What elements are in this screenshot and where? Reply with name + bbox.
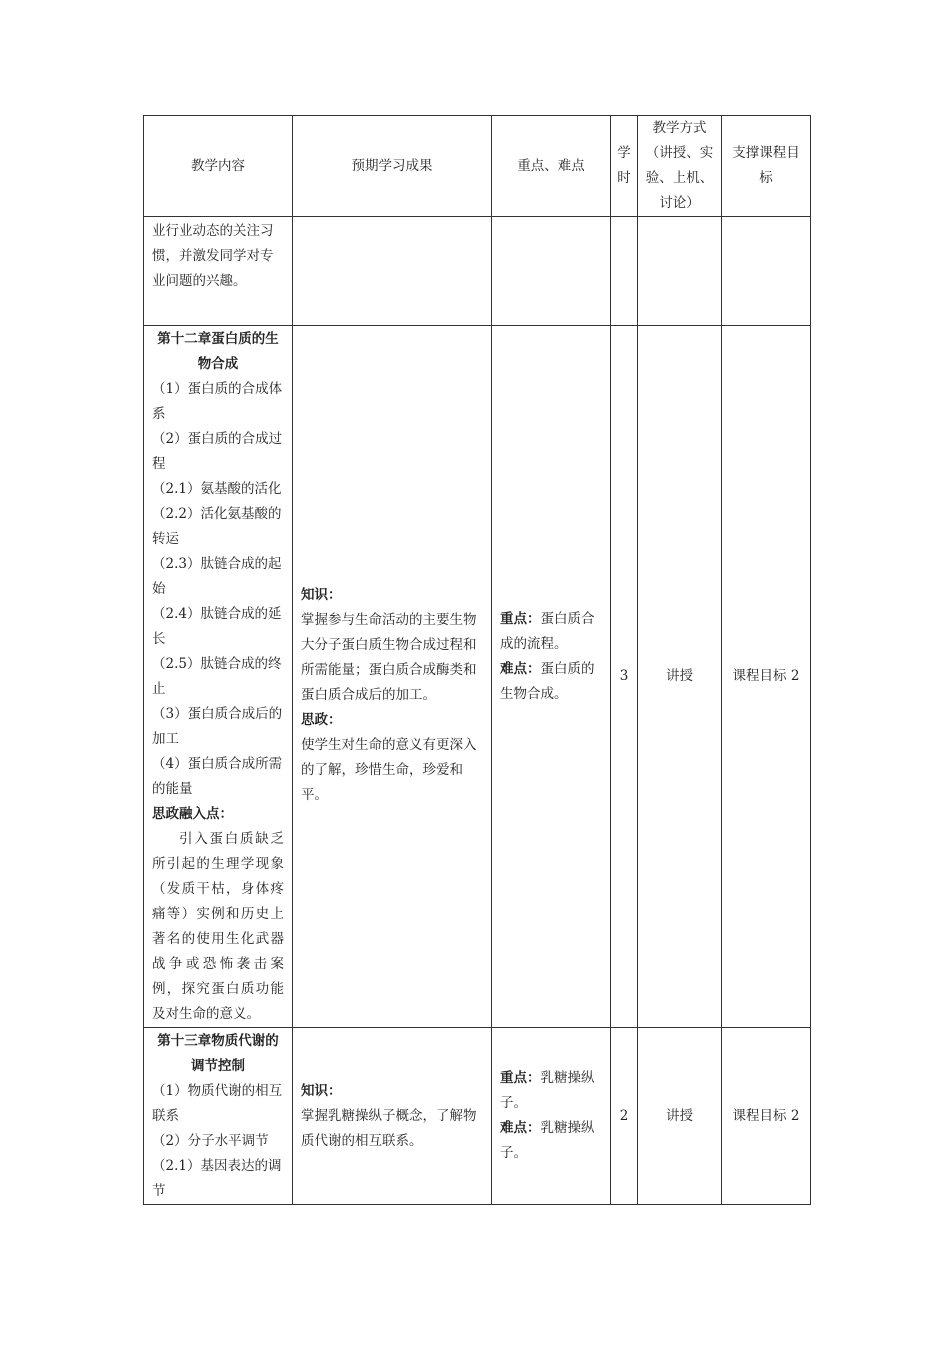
row2-content	[144, 1028, 293, 1205]
diff-label: 难点：	[500, 1120, 541, 1136]
row2-target: 课程目标 2	[722, 1028, 811, 1205]
header-method: 教学方式（讲授、实验、上机、讨论）	[638, 116, 722, 217]
list-item: （2.3）肽链合成的起始	[152, 556, 282, 597]
list-item: （1）物质代谢的相互联系	[152, 1083, 283, 1124]
syllabus-table	[143, 115, 811, 1205]
header-hours: 学时	[611, 116, 638, 217]
list-item: （2.1）氨基酸的活化	[152, 481, 282, 497]
header-row	[144, 116, 811, 217]
row1-method: 讲授	[638, 326, 722, 1028]
row2-hours: 2	[611, 1028, 638, 1205]
row2-method: 讲授	[638, 1028, 722, 1205]
sizheng2-label: 思政：	[301, 712, 342, 728]
table-row	[144, 217, 811, 326]
sizheng2-text: 使学生对生命的意义有更深入的了解，珍惜生命，珍爱和平。	[301, 737, 477, 803]
list-item: （3）蛋白质合成后的加工	[152, 706, 283, 747]
header-outcome: 预期学习成果	[293, 116, 492, 217]
knowledge-text: 掌握乳糖操纵子概念，了解物质代谢的相互联系。	[301, 1107, 477, 1149]
row1-key-points	[492, 326, 611, 1028]
list-item: （2.1）基因表达的调节	[152, 1158, 282, 1199]
list-item: （2.4）肽链合成的延长	[152, 606, 282, 647]
header-target: 支撑课程目标	[722, 116, 811, 217]
row2-key-points	[492, 1028, 611, 1205]
list-item: （2.5）肽链合成的终止	[152, 656, 282, 697]
key-text: 乳糖操纵子。	[500, 1070, 595, 1111]
list-item: （2）分子水平调节	[152, 1133, 269, 1149]
row0-content-text: 业行业动态的关注习惯，并激发同学对专业问题的兴趣。	[152, 223, 274, 289]
key-text: 蛋白质合成的流程。	[500, 610, 595, 652]
header-content: 教学内容	[144, 116, 293, 217]
row2-outcome	[293, 1028, 492, 1205]
diff-text: 蛋白质的生物合成。	[500, 660, 595, 702]
knowledge-text: 掌握参与生命活动的主要生物大分子蛋白质生物合成过程和所需能量；蛋白质合成酶类和蛋白质合成后的加工。	[301, 612, 477, 703]
row1-target: 课程目标 2	[722, 326, 811, 1028]
list-item: （2.2）活化氨基酸的转运	[152, 506, 282, 547]
chapter12-title: 第十二章蛋白质的生物合成	[157, 331, 279, 372]
row1-outcome	[293, 326, 492, 1028]
key-label: 重点：	[500, 610, 541, 627]
knowledge-label: 知识：	[301, 1082, 342, 1099]
row0-content	[144, 217, 293, 326]
list-item: （1）蛋白质的合成体系	[152, 381, 283, 422]
list-item: （4）蛋白质合成所需的能量	[152, 756, 283, 797]
list-item: （2）蛋白质的合成过程	[152, 431, 283, 472]
row1-hours: 3	[611, 326, 638, 1028]
knowledge-label: 知识：	[301, 587, 342, 603]
header-key-points: 重点、难点	[492, 116, 611, 217]
table-row	[144, 326, 811, 1028]
diff-text: 乳糖操纵子。	[500, 1120, 595, 1161]
chapter13-title: 第十三章物质代谢的调节控制	[157, 1033, 279, 1074]
key-label: 重点：	[500, 1070, 541, 1086]
row1-content	[144, 326, 293, 1028]
sizheng-text: 引入蛋白质缺乏所引起的生理学现象（发质干枯，身体疼痛等）实例和历史上著名的使用生化武器战争或恐怖袭击案例，探究蛋白质功能及对生命的意义。	[152, 831, 284, 1022]
sizheng-label: 思政融入点：	[152, 806, 233, 822]
table-row	[144, 1028, 811, 1205]
diff-label: 难点：	[500, 660, 541, 677]
